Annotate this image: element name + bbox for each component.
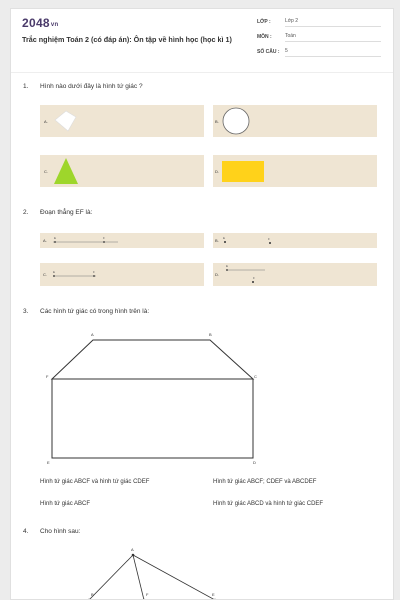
svg-text:F: F	[253, 276, 255, 280]
option-letter: B.	[215, 119, 219, 124]
answer-option-d[interactable]: Hình tứ giác ABCD và hình tứ giác CDEF	[213, 501, 324, 507]
answer-option-d[interactable]	[213, 155, 377, 187]
page-title: Trắc nghiệm Toán 2 (có đáp án): Ôn tập về hình học (học kì 1)	[22, 35, 232, 44]
question-number: 1.	[23, 83, 29, 90]
question-number: 4.	[23, 528, 29, 535]
answer-option-d[interactable]	[213, 263, 377, 286]
option-letter: A.	[43, 238, 47, 243]
svg-text:F: F	[268, 237, 270, 241]
answer-option-a[interactable]	[40, 105, 204, 137]
question-number: 3.	[23, 308, 29, 315]
document-page	[10, 8, 394, 600]
meta-value: 5	[285, 48, 381, 57]
option-letter: D.	[215, 272, 219, 277]
quadrilateral-figure	[50, 109, 80, 133]
meta-label: MÔN :	[257, 34, 272, 40]
option-letter: C.	[44, 169, 48, 174]
points-figure	[221, 233, 281, 248]
vertex-label: F	[46, 374, 49, 379]
triangle-figure	[52, 156, 82, 186]
vertex-label: B	[91, 592, 94, 597]
vertex-label: A	[131, 547, 134, 552]
question-text: Cho hình sau:	[40, 528, 81, 535]
meta-value: Toán	[285, 33, 381, 42]
vertex-label: C	[254, 374, 257, 379]
answer-option-b[interactable]: Hình tứ giác ABCF; CDEF và ABCDEF	[213, 479, 317, 485]
svg-text:F: F	[93, 270, 95, 274]
vertex-label: A	[91, 332, 94, 337]
vertex-label: F	[146, 592, 149, 597]
vertex-label: B	[209, 332, 212, 337]
answer-option-a[interactable]	[40, 233, 204, 248]
document-header	[11, 9, 394, 73]
answer-option-c[interactable]: Hình tứ giác ABCF	[40, 501, 91, 507]
site-logo[interactable]: 2048vn	[22, 16, 59, 30]
svg-text:E: E	[223, 236, 226, 240]
svg-text:E: E	[226, 264, 229, 268]
answer-option-c[interactable]	[40, 263, 204, 286]
option-letter: D.	[215, 169, 219, 174]
question-text: Hình nào dưới đây là hình tứ giác ?	[40, 83, 143, 90]
answer-option-b[interactable]	[213, 233, 377, 248]
vertex-label: E	[212, 592, 215, 597]
circle-figure	[219, 106, 251, 136]
meta-value: Lớp 2	[285, 18, 381, 27]
question-text: Đoạn thẳng EF là:	[40, 209, 93, 216]
meta-label: LỚP :	[257, 19, 271, 25]
option-letter: B.	[215, 238, 219, 243]
option-letter: C.	[43, 272, 47, 277]
svg-text:E: E	[53, 270, 56, 274]
segment-figure	[50, 233, 130, 248]
segment-figure	[50, 263, 110, 286]
answer-option-c[interactable]	[40, 155, 204, 187]
answer-option-b[interactable]	[213, 105, 377, 137]
svg-text:E: E	[54, 236, 57, 240]
points-line-figure	[223, 263, 283, 286]
option-letter: A.	[44, 119, 48, 124]
geometry-figure	[40, 327, 270, 467]
question-text: Các hình tứ giác có trong hình trên là:	[40, 308, 150, 315]
vertex-label: D	[253, 460, 256, 465]
answer-option-a[interactable]: Hình tứ giác ABCF và hình tứ giác CDEF	[40, 479, 150, 485]
svg-text:F: F	[103, 236, 105, 240]
vertex-label: E	[47, 460, 50, 465]
question-number: 2.	[23, 209, 29, 216]
triangle-figure	[81, 545, 231, 600]
meta-label: SỐ CÂU :	[257, 49, 280, 55]
rectangle-figure	[221, 160, 267, 184]
